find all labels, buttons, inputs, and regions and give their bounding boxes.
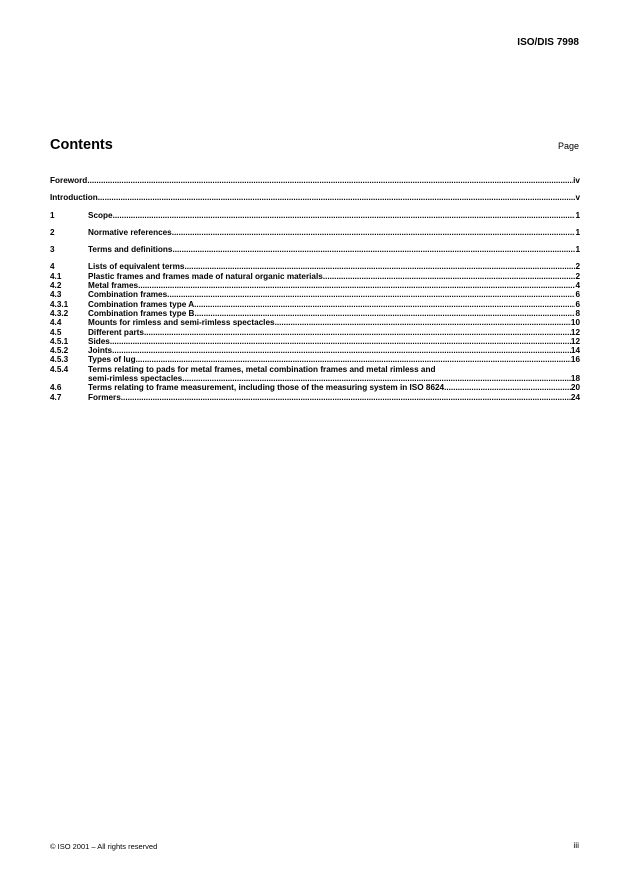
toc-entry-number: 4	[50, 262, 55, 272]
toc-entry-title: Joints	[88, 346, 113, 356]
toc-entry-title: Scope	[88, 210, 113, 220]
leader-dots	[136, 355, 571, 364]
toc-entry[interactable]	[50, 318, 580, 327]
toc-entry-page: 12	[570, 327, 580, 337]
toc-entry-page: 14	[570, 346, 580, 356]
toc-entry-page: 20	[570, 383, 580, 393]
leader-dots	[184, 262, 575, 271]
toc-entry-number: 4.1	[50, 271, 62, 281]
toc-entry-page: 1	[575, 245, 580, 255]
leader-dots	[87, 176, 573, 185]
page-number: iii	[573, 840, 579, 850]
toc-entry-page: 18	[570, 374, 580, 384]
leader-dots	[138, 281, 575, 290]
toc-entry-number: 1	[50, 210, 55, 220]
toc-entry-page: v	[575, 193, 580, 203]
document-id: ISO/DIS 7998	[517, 37, 579, 48]
toc-entry-title: Terms relating to pads for metal frames, metal combination frames and metal rimless and	[88, 364, 436, 374]
leader-dots	[112, 346, 571, 355]
toc-entry-number: 3	[50, 245, 55, 255]
toc-entry-title: Lists of equivalent terms	[88, 262, 185, 272]
toc-entry-title: Types of lug	[88, 355, 136, 365]
toc-entry-number: 4.5	[50, 327, 62, 337]
toc-entry-title: Sides	[88, 336, 110, 346]
toc-entry-number: 4.2	[50, 281, 62, 291]
page-column-label: Page	[557, 141, 579, 151]
toc-entry-page: iv	[573, 176, 580, 185]
leader-dots	[110, 337, 571, 346]
toc-entry[interactable]	[50, 281, 580, 290]
toc-entry-page: 12	[570, 336, 580, 346]
toc-entry-page: 1	[575, 227, 580, 237]
leader-dots	[144, 328, 571, 337]
toc-entry-number: 4.5.2	[50, 346, 69, 356]
toc-entry-title: Mounts for rimless and semi-rimless spectacles	[88, 318, 275, 328]
toc-entry-title: Introduction	[50, 193, 98, 203]
toc-entry-page: 8	[575, 308, 580, 318]
toc-entry-title-continued: semi-rimless spectacles	[88, 374, 183, 384]
toc-entry[interactable]	[50, 290, 580, 299]
toc-entry-page: 2	[575, 271, 580, 281]
toc-entry[interactable]	[50, 365, 580, 374]
toc-entry-number: 2	[50, 227, 55, 237]
toc-entry[interactable]	[50, 337, 580, 346]
toc-entry-title: Combination frames type A	[88, 299, 195, 309]
toc-entry-number: 4.3.2	[50, 308, 69, 318]
toc-entry[interactable]	[50, 328, 580, 337]
toc-entry-continuation[interactable]	[50, 374, 580, 383]
toc-entry-title: Combination frames	[88, 290, 168, 300]
toc-entry[interactable]	[50, 300, 580, 309]
toc-entry-page: 2	[575, 262, 580, 272]
toc-entry[interactable]	[50, 309, 580, 318]
toc-entry[interactable]	[50, 393, 580, 402]
toc-entry-number: 4.6	[50, 383, 62, 393]
toc-entry[interactable]	[50, 355, 580, 364]
toc-entry-title: Terms relating to frame measurement, including those of the measuring system in ISO 8624	[88, 383, 445, 393]
leader-dots	[172, 245, 575, 254]
toc-entry-title: Different parts	[88, 327, 144, 337]
toc-entry[interactable]	[50, 228, 580, 237]
toc-entry-title: Formers	[88, 392, 121, 402]
toc-entry-number: 4.3.1	[50, 299, 69, 309]
toc-entry-number: 4.3	[50, 290, 62, 300]
toc-entry[interactable]	[50, 211, 580, 220]
leader-dots	[275, 318, 571, 327]
table-of-contents	[50, 176, 580, 402]
toc-entry-number: 4.4	[50, 318, 62, 328]
toc-entry-title: Normative references	[88, 227, 172, 237]
toc-entry-page: 6	[575, 299, 580, 309]
page-title: Contents	[50, 137, 113, 153]
toc-entry-title: Metal frames	[88, 281, 139, 291]
leader-dots	[323, 272, 576, 281]
leader-dots	[167, 290, 575, 299]
toc-entry-page: 1	[575, 210, 580, 220]
toc-entry[interactable]	[50, 346, 580, 355]
toc-entry[interactable]	[50, 245, 580, 254]
toc-entry-number: 4.5.1	[50, 336, 69, 346]
leader-dots	[194, 309, 575, 318]
toc-entry-foreword[interactable]	[50, 176, 580, 185]
toc-entry-title: Combination frames type B	[88, 308, 195, 318]
toc-entry-number: 4.5.3	[50, 355, 69, 365]
toc-entry-page: 6	[575, 290, 580, 300]
toc-entry-number: 4.7	[50, 392, 62, 402]
toc-entry-page: 16	[570, 355, 580, 365]
leader-dots	[113, 211, 576, 220]
toc-entry-title: Foreword	[50, 176, 88, 185]
toc-entry-page: 10	[570, 318, 580, 328]
leader-dots	[194, 300, 575, 309]
leader-dots	[98, 193, 576, 202]
toc-entry-number: 4.5.4	[50, 364, 69, 374]
leader-dots	[172, 228, 576, 237]
toc-entry-title: Terms and definitions	[88, 245, 173, 255]
toc-entry-page: 24	[570, 392, 580, 402]
toc-entry-introduction[interactable]	[50, 193, 580, 202]
toc-entry[interactable]	[50, 272, 580, 281]
copyright-notice: © ISO 2001 – All rights reserved	[50, 842, 158, 851]
leader-dots	[444, 383, 571, 392]
toc-entry-page: 4	[575, 281, 580, 291]
leader-dots	[121, 393, 571, 402]
leader-dots	[182, 374, 571, 383]
toc-entry[interactable]	[50, 262, 580, 271]
toc-entry-title: Plastic frames and frames made of natural organic materials	[88, 271, 323, 281]
toc-entry[interactable]	[50, 383, 580, 392]
